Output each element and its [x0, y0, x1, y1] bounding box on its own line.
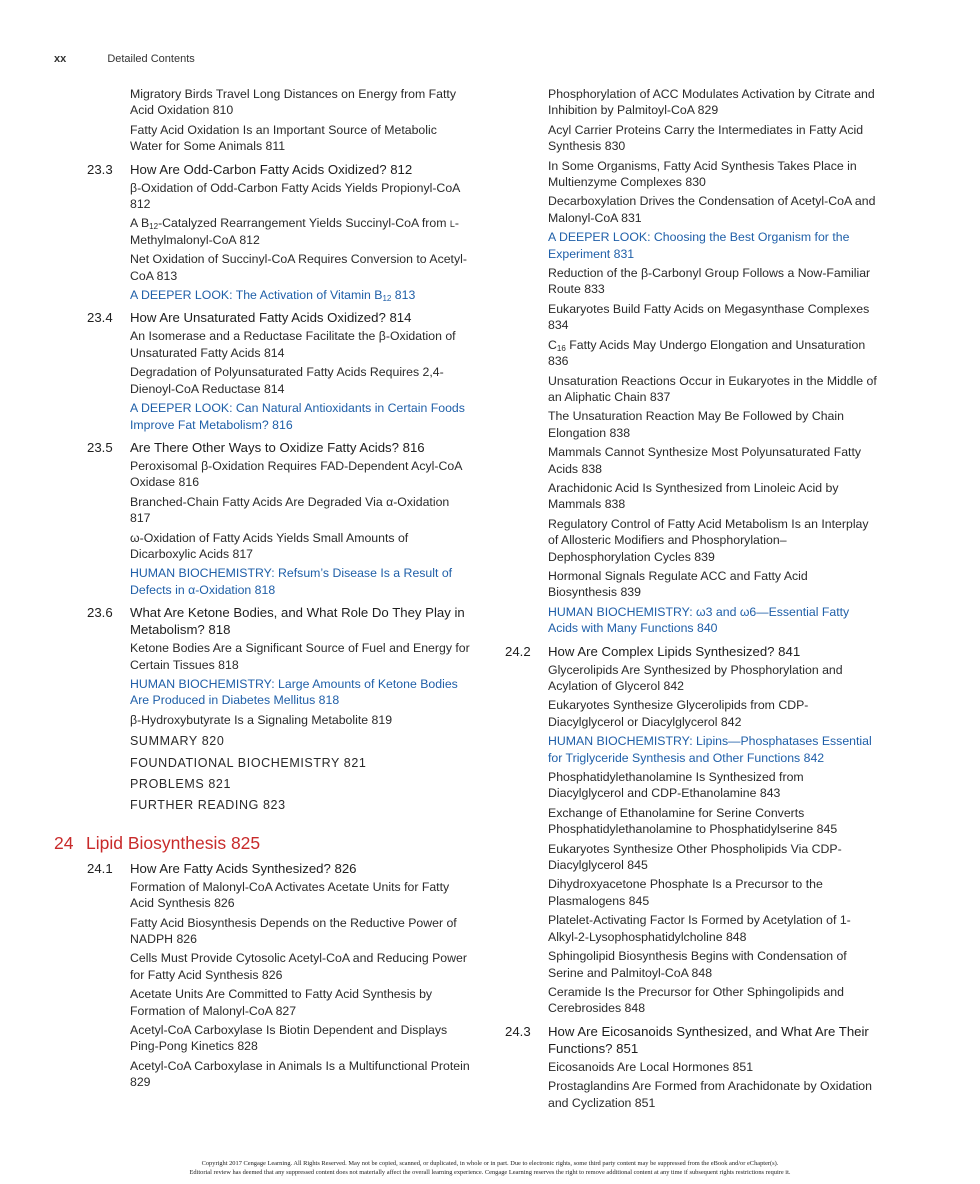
section-title: What Are Ketone Bodies, and What Role Do They Play in Metabolism? 818 [130, 605, 465, 638]
subscript: 16 [556, 343, 566, 353]
toc-entry: Migratory Birds Travel Long Distances on Energy from Fatty Acid Oxidation 810 [130, 87, 456, 118]
foundational-entry: FOUNDATIONAL BIOCHEMISTRY 821 [130, 755, 367, 770]
toc-entry: Acetyl-CoA Carboxylase in Animals Is a Multifunctional Protein 829 [130, 1058, 470, 1090]
toc-entry: Ketone Bodies Are a Significant Source of Fuel and Energy for Certain Tissues 818 [130, 641, 470, 672]
feature-entry: HUMAN BIOCHEMISTRY: ω3 and ω6—Essential Fatty Acids with Many Functions 840 [548, 604, 850, 636]
section-title: How Are Complex Lipids Synthesized? 841 [548, 643, 801, 659]
section-number: 24.1 [87, 860, 113, 876]
toc-entry: Reduction of the β-Carbonyl Group Follows a Now-Familiar Route 833 [548, 266, 871, 297]
page-header [54, 53, 195, 69]
section-heading [87, 439, 470, 456]
feature-entry: A DEEPER LOOK: Can Natural Antioxidants in Certain Foods Improve Fat Metabolism? 816 [130, 401, 465, 432]
chapter-heading [54, 832, 470, 854]
section-number: 23.6 [87, 605, 113, 621]
problems-entry: PROBLEMS 821 [130, 777, 231, 791]
entry-text: C [548, 337, 557, 352]
feature-entry [130, 287, 470, 303]
toc-entry: Branched-Chain Fatty Acids Are Degraded Via α-Oxidation 817 [130, 494, 450, 526]
small-caps: l [449, 216, 455, 231]
toc-entry: Acyl Carrier Proteins Carry the Intermediates in Fatty Acid Synthesis 830 [548, 122, 864, 154]
feature-entry: HUMAN BIOCHEMISTRY: Refsum’s Disease Is a Result of Defects in α-Oxidation 818 [130, 566, 453, 597]
toc-entry: Phosphorylation of ACC Modulates Activation by Citrate and Inhibition by Palmitoyl-CoA 829 [548, 87, 875, 118]
toc-entry: Acetate Units Are Committed to Fatty Acid Synthesis by Formation of Malonyl-CoA 827 [130, 987, 433, 1018]
section-number: 24.3 [505, 1023, 531, 1039]
toc-entry: Exchange of Ethanolamine for Serine Converts Phosphatidylethanolamine to Phosphatidylserine 845 [548, 805, 838, 837]
toc-entry: Glycerolipids Are Synthesized by Phosphorylation and Acylation of Glycerol 842 [548, 662, 843, 693]
chapter-title: Lipid Biosynthesis 825 [86, 832, 261, 853]
toc-entry: Mammals Cannot Synthesize Most Polyunsaturated Fatty Acids 838 [548, 445, 862, 476]
toc-entry: Arachidonic Acid Is Synthesized from Linoleic Acid by Mammals 838 [548, 480, 839, 512]
feature-entry: HUMAN BIOCHEMISTRY: Lipins—Phosphatases Essential for Triglyceride Synthesis and Other Functions 842 [548, 734, 872, 765]
further-reading-entry: FURTHER READING 823 [130, 798, 286, 813]
toc-entry: Eukaryotes Synthesize Glycerolipids from CDP-Diacylglycerol or Diacylglycerol 842 [548, 698, 809, 729]
toc-entry: In Some Organisms, Fatty Acid Synthesis Takes Place in Multienzyme Complexes 830 [548, 158, 857, 190]
toc-entry: ω-Oxidation of Fatty Acids Yields Small Amounts of Dicarboxylic Acids 817 [130, 530, 409, 561]
section-number: 23.5 [87, 439, 113, 455]
feature-entry: HUMAN BIOCHEMISTRY: Large Amounts of Ketone Bodies Are Produced in Diabetes Mellitus 818 [130, 676, 458, 708]
toc-column-left [54, 86, 470, 1094]
chapter-number: 24 [54, 832, 74, 853]
toc-entry: Sphingolipid Biosynthesis Begins with Condensation of Serine and Palmitoyl-CoA 848 [548, 949, 847, 980]
toc-entry: Platelet-Activating Factor Is Formed by Acetylation of 1-Alkyl-2-Lysophosphatidylcholine 848 [548, 913, 851, 944]
toc-entry: Peroxisomal β-Oxidation Requires FAD-Dependent Acyl-CoA Oxidase 816 [130, 458, 462, 490]
section-heading [505, 643, 878, 660]
summary-entry: SUMMARY 820 [130, 734, 225, 749]
section-title: How Are Odd-Carbon Fatty Acids Oxidized? 812 [130, 161, 413, 177]
toc-entry: Ceramide Is the Precursor for Other Sphingolipids and Cerebrosides 848 [548, 984, 844, 1016]
subscript: 12 [149, 222, 159, 232]
toc-entry: Eicosanoids Are Local Hormones 851 [548, 1059, 754, 1074]
toc-entry: Phosphatidylethanolamine Is Synthesized from Diacylglycerol and CDP-Ethanolamine 843 [548, 770, 804, 801]
toc-entry: Prostaglandins Are Formed from Arachidonate by Oxidation and Cyclization 851 [548, 1079, 872, 1110]
section-title: How Are Fatty Acids Synthesized? 826 [130, 860, 357, 876]
toc-entry: β-Hydroxybutyrate Is a Signaling Metabolite 819 [130, 712, 393, 727]
toc-entry: Cells Must Provide Cytosolic Acetyl-CoA and Reducing Power for Fatty Acid Synthesis 826 [130, 951, 467, 982]
section-heading [87, 860, 470, 877]
toc-entry [130, 215, 470, 248]
section-heading [505, 1023, 878, 1057]
toc-entry: The Unsaturation Reaction May Be Followed by Chain Elongation 838 [548, 409, 844, 440]
page-folio: xx [54, 53, 67, 65]
toc-entry: Net Oxidation of Succinyl-CoA Requires Conversion to Acetyl-CoA 813 [130, 252, 467, 283]
section-heading [87, 604, 470, 638]
section-heading [87, 161, 470, 178]
subscript: 12 [382, 294, 392, 304]
toc-column-right [505, 86, 878, 1114]
toc-entry: Fatty Acid Oxidation Is an Important Source of Metabolic Water for Some Animals 811 [130, 122, 437, 154]
copyright-footer [0, 1160, 980, 1177]
running-head: Detailed Contents [107, 53, 195, 65]
toc-entry: β-Oxidation of Odd-Carbon Fatty Acids Yields Propionyl-CoA 812 [130, 180, 460, 212]
toc-entry: Regulatory Control of Fatty Acid Metabolism Is an Interplay of Allosteric Modifiers and Phosphorylation–Dephosphorylation Cycles 839 [548, 516, 869, 564]
section-title: How Are Eicosanoids Synthesized, and What Are Their Functions? 851 [548, 1023, 869, 1056]
copyright-line: Editorial review has deemed that any suppressed content does not materially affect the overall learning experience. Cengage Learning reserves the right to remove additional content at any time if subsequent rights restrictions require it. [189, 1168, 791, 1176]
toc-entry: Acetyl-CoA Carboxylase Is Biotin Dependent and Displays Ping-Pong Kinetics 828 [130, 1023, 448, 1054]
toc-entry: Hormonal Signals Regulate ACC and Fatty Acid Biosynthesis 839 [548, 568, 808, 600]
entry-text: -Methylmalonyl-CoA 812 [130, 216, 460, 247]
toc-entry: Unsaturation Reactions Occur in Eukaryotes in the Middle of an Aliphatic Chain 837 [548, 373, 877, 404]
copyright-line: Copyright 2017 Cengage Learning. All Rights Reserved. May not be copied, scanned, or duplicated, in whole or in part. Due to electronic rights, some third party content may be suppressed from the eBook and/or eChapter(s). [201, 1160, 779, 1167]
section-number: 23.3 [87, 161, 113, 177]
entry-text: A B [130, 216, 150, 231]
toc-entry: Dihydroxyacetone Phosphate Is a Precursor to the Plasmalogens 845 [548, 877, 823, 908]
entry-text: Fatty Acids May Undergo Elongation and Unsaturation 836 [548, 337, 866, 369]
section-number: 24.2 [505, 643, 531, 659]
section-number: 23.4 [87, 310, 113, 326]
section-heading [87, 309, 470, 326]
toc-entry: Fatty Acid Biosynthesis Depends on the Reductive Power of NADPH 826 [130, 915, 457, 947]
section-title: Are There Other Ways to Oxidize Fatty Acids? 816 [130, 439, 425, 455]
toc-entry [548, 337, 878, 370]
entry-text: 813 [391, 288, 416, 303]
toc-entry: Formation of Malonyl-CoA Activates Acetate Units for Fatty Acid Synthesis 826 [130, 879, 450, 911]
entry-text: -Catalyzed Rearrangement Yields Succinyl-CoA from [158, 216, 450, 231]
feature-entry: A DEEPER LOOK: Choosing the Best Organism for the Experiment 831 [548, 230, 850, 261]
toc-entry: Degradation of Polyunsaturated Fatty Acids Requires 2,4-Dienoyl-CoA Reductase 814 [130, 365, 444, 396]
toc-entry: Eukaryotes Build Fatty Acids on Megasynthase Complexes 834 [548, 301, 870, 333]
toc-entry: Eukaryotes Synthesize Other Phospholipids Via CDP-Diacylglycerol 845 [548, 841, 842, 873]
section-title: How Are Unsaturated Fatty Acids Oxidized? 814 [130, 310, 412, 326]
toc-entry: An Isomerase and a Reductase Facilitate the β-Oxidation of Unsaturated Fatty Acids 814 [130, 329, 456, 360]
toc-entry: Decarboxylation Drives the Condensation of Acetyl-CoA and Malonyl-CoA 831 [548, 194, 876, 225]
entry-text: A DEEPER LOOK: The Activation of Vitamin B [130, 288, 383, 303]
